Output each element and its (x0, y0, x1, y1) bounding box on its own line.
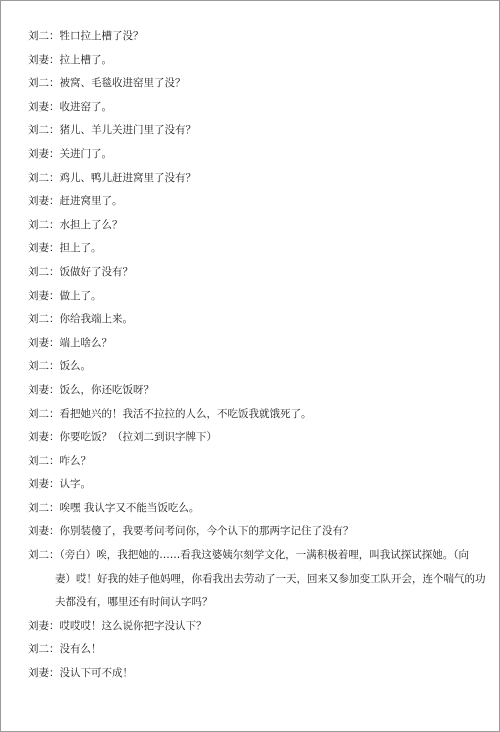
dialogue-line: 刘二：饭做好了没有？ (28, 265, 133, 278)
dialogue-line: 刘二：你给我端上来。 (28, 313, 133, 326)
dialogue-line: 刘妻：赶进窝里了。 (28, 195, 123, 208)
dialogue-line: 刘妻：拉上槽了。 (28, 53, 112, 66)
dialogue-line: 刘妻：收进窑了。 (28, 100, 112, 113)
dialogue-line: 刘二：咋么？ (28, 454, 91, 467)
dialogue-line: 刘妻：饭么，你还吃饭呀？ (28, 383, 154, 396)
dialogue-line: 刘妻：你别装傻了，我要考问考问你，今个认下的那两字记住了没有？ (28, 525, 354, 538)
long-speech-line-2: 妻）哎！好我的娃子他妈哩，你看我出去劳动了一天，回来又参加变工队开会，连个喘气的功 (55, 572, 486, 585)
dialogue-line: 刘二：唉嘿 我认字又不能当饭吃么。 (28, 501, 200, 514)
dialogue-line: 刘妻：关进门了。 (28, 147, 112, 160)
long-speech-line-1: 刘二：（旁白）唉，我把她的……看我这婆姨尔刻学文化，一满积极着哩，叫我试探试探她。（向 (28, 549, 469, 562)
long-speech-line-3: 夫都没有，哪里还有时间认字吗？ (55, 596, 213, 609)
dialogue-line: 刘妻：做上了。 (28, 289, 102, 302)
dialogue-line: 刘二：鸡儿、鸭儿赶进窝里了没有？ (28, 171, 196, 184)
dialogue-line: 刘二：水担上了么？ (28, 218, 123, 231)
dialogue-line: 刘妻：端上啥么？ (28, 336, 112, 349)
dialogue-line: 刘妻：担上了。 (28, 242, 102, 255)
dialogue-line: 刘妻：没认下可不成！ (28, 667, 133, 680)
dialogue-line: 刘二：被窝、毛毯收进窑里了没？ (28, 77, 186, 90)
dialogue-line: 刘二：饭么。 (28, 360, 91, 373)
dialogue-line: 刘二：看把她兴的！我活不拉拉的人么，不吃饭我就饿死了。 (28, 407, 312, 420)
dialogue-script (28, 25, 488, 686)
dialogue-line: 刘妻：哎哎哎！这么说你把字没认下？ (28, 619, 207, 632)
dialogue-line: 刘妻：认字。 (28, 478, 91, 491)
dialogue-line: 刘二：牲口拉上槽了没？ (28, 30, 144, 42)
dialogue-line: 刘妻：你要吃饭？（拉刘二到识字牌下） (28, 431, 217, 444)
dialogue-line: 刘二：猪儿、羊儿关进门里了没有？ (28, 124, 196, 137)
dialogue-line: 刘二：没有么！ (28, 643, 102, 656)
